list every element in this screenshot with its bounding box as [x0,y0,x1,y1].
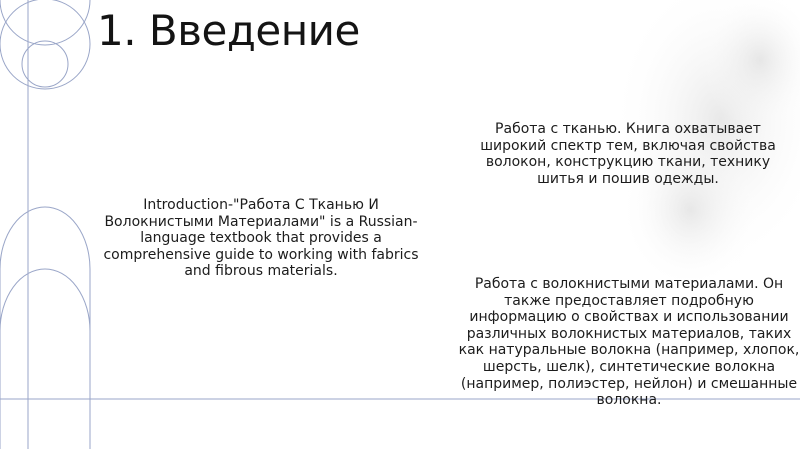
upper-arch [0,207,90,449]
intro-paragraph: Introduction-"Работа С Тканью И Волокнистыми Материалами" is a Russian-language textbook that provides a comprehensive guide to working with fabrics and fibrous materials. [103,197,419,280]
slide-title: 1. Введение [97,6,360,55]
fabric-paragraph: Работа с тканью. Книга охватывает широкий спектр тем, включая свойства волокон, конструкцию ткани, технику шитья и пошив одежды. [480,121,776,187]
small-circle [22,41,68,87]
fibrous-materials-paragraph: Работа с волокнистыми материалами. Он также предоставляет подробную информацию о свойствах и использовании различных волокнистых материалов, таких как натуральные волокна (например, хлопок, шерсть, шелк), синтетические волокна (например, полиэстер, нейлон) и смешанные волокна. [458,276,800,409]
lower-arch [0,269,90,331]
top-arc [0,0,90,45]
